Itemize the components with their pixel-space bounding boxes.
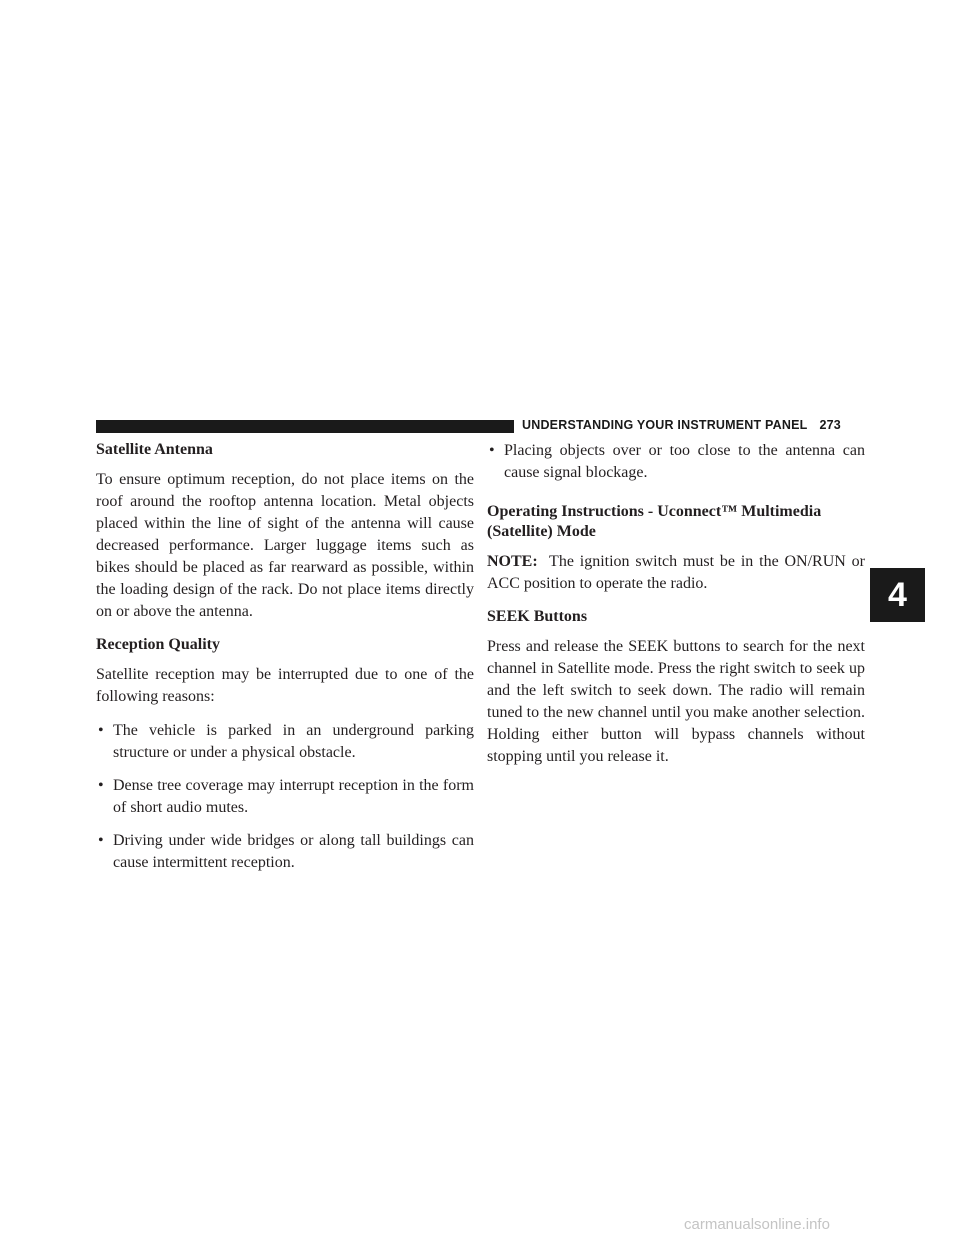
left-column: [96, 440, 474, 885]
note-text: The ignition switch must be in the ON/RUN or ACC position to operate the radio.: [487, 553, 865, 592]
bullet-icon: •: [98, 777, 104, 794]
heading-seek-buttons: SEEK Buttons: [487, 608, 588, 625]
bullet-icon: •: [98, 722, 104, 739]
list-item-text: The vehicle is parked in an underground parking structure or under a physical obstacle.: [113, 722, 474, 761]
list-item: [487, 440, 865, 484]
paragraph-reception-intro: Satellite reception may be interrupted due to one of the following reasons:: [96, 666, 474, 705]
list-item-text: Placing objects over or too close to the antenna can cause signal blockage.: [504, 442, 865, 481]
list-item: [96, 830, 474, 874]
header-rule: [96, 420, 514, 433]
page-number: 273: [819, 418, 841, 432]
bullet-icon: •: [489, 442, 495, 459]
list-item-text: Driving under wide bridges or along tall buildings can cause intermittent reception.: [113, 832, 474, 871]
reception-reasons-list-continued: [487, 440, 865, 484]
paragraph-seek-buttons: Press and release the SEEK buttons to search for the next channel in Satellite mode. Press the right switch to seek up and the left switch to seek down. The radio will remain tuned to the new channel until you make another selection. Holding either button will bypass channels without stopping until you release it.: [487, 638, 865, 765]
heading-satellite-antenna: Satellite Antenna: [96, 441, 213, 458]
reception-reasons-list: [96, 720, 474, 874]
list-item: [96, 720, 474, 764]
watermark: carmanualsonline.info: [684, 1216, 830, 1233]
note-label: NOTE:: [487, 553, 538, 570]
right-column: [487, 440, 865, 780]
paragraph-satellite-antenna: To ensure optimum reception, do not place items on the roof around the rooftop antenna location. Metal objects placed within the line of sight of the antenna will cause decreased performance. Larger luggage items such as bikes should be placed as far rearward as possible, within the loading design of the rack. Do not place items directly on or above the antenna.: [96, 471, 474, 620]
bullet-icon: •: [98, 832, 104, 849]
running-header: [522, 418, 841, 432]
heading-operating-instructions: Operating Instructions - Uconnect™ Multimedia (Satellite) Mode: [487, 503, 822, 540]
note-paragraph: [487, 551, 865, 595]
section-title: UNDERSTANDING YOUR INSTRUMENT PANEL: [522, 418, 808, 432]
heading-reception-quality: Reception Quality: [96, 636, 220, 653]
list-item: [96, 775, 474, 819]
list-item-text: Dense tree coverage may interrupt reception in the form of short audio mutes.: [113, 777, 474, 816]
chapter-tab: 4: [870, 568, 925, 622]
